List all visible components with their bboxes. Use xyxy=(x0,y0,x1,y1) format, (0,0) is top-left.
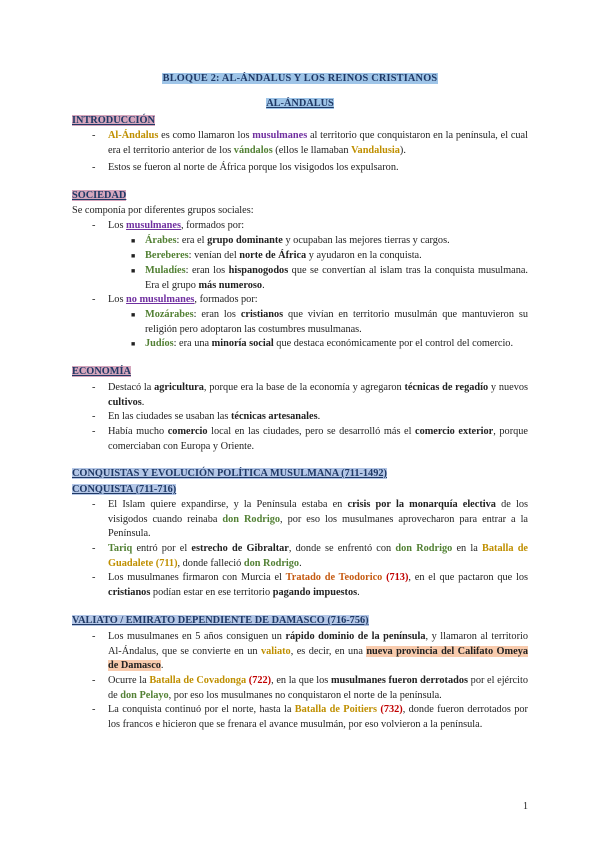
section-heading-conquistas: CONQUISTAS Y EVOLUCIÓN POLÍTICA MUSULMANA (711-1492) xyxy=(72,468,387,479)
document-title: BLOQUE 2: AL-ÁNDALUS Y LOS REINOS CRISTIANOS xyxy=(162,73,438,84)
bullet-dash: - xyxy=(92,675,96,686)
bullet-square: ■ xyxy=(131,311,136,319)
sociedad-musulmanes: Los musulmanes, formados por: xyxy=(108,220,245,231)
section-heading-introduccion: INTRODUCCIÓN xyxy=(72,115,155,126)
bullet-dash: - xyxy=(92,382,96,393)
bullet-dash: - xyxy=(92,631,96,642)
intro-bullet-2: Estos se fueron al norte de África porque los visigodos los expulsaron. xyxy=(108,162,399,173)
bullet-dash: - xyxy=(92,572,96,583)
section-heading-valiato: VALIATO / EMIRATO DEPENDIENTE DE DAMASCO (716-756) xyxy=(72,615,369,626)
economia-bullet-2: En las ciudades se usaban las técnicas artesanales. xyxy=(108,411,321,422)
bullet-square: ■ xyxy=(131,237,136,245)
bullet-dash: - xyxy=(92,411,96,422)
bullet-square: ■ xyxy=(131,252,136,260)
intro-bullet-1: Al-Ándalus es como llamaron los musulmanes al territorio que conquistaron en la península, el cual era el territorio anterior de los vándalos (ellos le llamaban Vandalusia). xyxy=(108,130,528,156)
economia-bullet-3: Había mucho comercio local en las ciudades, pero se desarrolló más el comercio exterior, porque comerciaban con Europa y Oriente. xyxy=(108,426,528,452)
bullet-dash: - xyxy=(92,130,96,141)
section-heading-sociedad: SOCIEDAD xyxy=(72,190,127,201)
sociedad-arabes: Árabes: era el grupo dominante y ocupaban las mejores tierras y cargos. xyxy=(145,235,450,246)
page-number: 1 xyxy=(523,801,528,812)
conquista-bullet-3: Los musulmanes firmaron con Murcia el Tratado de Teodorico (713), en el que pactaron que los cristianos podían estar en ese territorio pagando impuestos. xyxy=(108,572,528,598)
section-heading-economia: ECONOMÍA xyxy=(72,366,131,377)
bullet-dash: - xyxy=(92,294,96,305)
document-subtitle: AL-ÁNDALUS xyxy=(266,98,334,109)
bullet-square: ■ xyxy=(131,267,136,275)
bullet-dash: - xyxy=(92,704,96,715)
sociedad-intro: Se componía por diferentes grupos sociales: xyxy=(72,205,254,216)
valiato-bullet-3: La conquista continuó por el norte, hasta la Batalla de Poitiers (732), donde fueron derrotados por los francos e hicieron que se frenara el avance musulmán, por eso volvieron a la península. xyxy=(108,704,528,730)
conquista-bullet-2: Tariq entró por el estrecho de Gibraltar, donde se enfrentó con don Rodrigo en la Batalla de Guadalete (711), donde falleció don Rodrigo. xyxy=(108,543,529,569)
conquista-bullet-1: El Islam quiere expandirse, y la Península estaba en crisis por la monarquía electiva de los visigodos cuando reinaba don Rodrigo, por eso los musulmanes aprovecharon para entrar a la Península. xyxy=(108,499,529,540)
subsection-heading-conquista: CONQUISTA (711-716) xyxy=(72,484,177,495)
bullet-dash: - xyxy=(92,543,96,554)
sociedad-judios: Judíos: era una minoría social que destaca económicamente por el control del comercio. xyxy=(145,338,514,349)
sociedad-muladies: Muladíes: eran los hispanogodos que se convertían al islam tras la conquista musulmana. Era el grupo más numeroso. xyxy=(145,265,528,291)
bullet-square: ■ xyxy=(131,340,136,348)
sociedad-no-musulmanes: Los no musulmanes, formados por: xyxy=(108,294,258,305)
bullet-dash: - xyxy=(92,499,96,510)
bullet-dash: - xyxy=(92,426,96,437)
economia-bullet-1: Destacó la agricultura, porque era la base de la economía y agregaron técnicas de regadío y nuevos cultivos. xyxy=(108,382,528,408)
sociedad-mozarabes: Mozárabes: eran los cristianos que vivían en territorio musulmán que mantuvieron su religión pero adoptaron las costumbres musulmanas. xyxy=(145,309,528,335)
bullet-dash: - xyxy=(92,162,96,173)
valiato-bullet-1: Los musulmanes en 5 años consiguen un rápido dominio de la península, y llamaron al territorio Al-Ándalus, que se convierte en un valiato, es decir, en una nueva provincia del Califato Omeya de Damasco. xyxy=(108,631,529,672)
sociedad-bereberes: Bereberes: venían del norte de África y ayudaron en la conquista. xyxy=(145,250,422,261)
valiato-bullet-2: Ocurre la Batalla de Covadonga (722), en la que los musulmanes fueron derrotados por el ejército de don Pelayo, por eso los musulmanes no conquistaron el norte de la península. xyxy=(108,675,528,701)
bullet-dash: - xyxy=(92,220,96,231)
